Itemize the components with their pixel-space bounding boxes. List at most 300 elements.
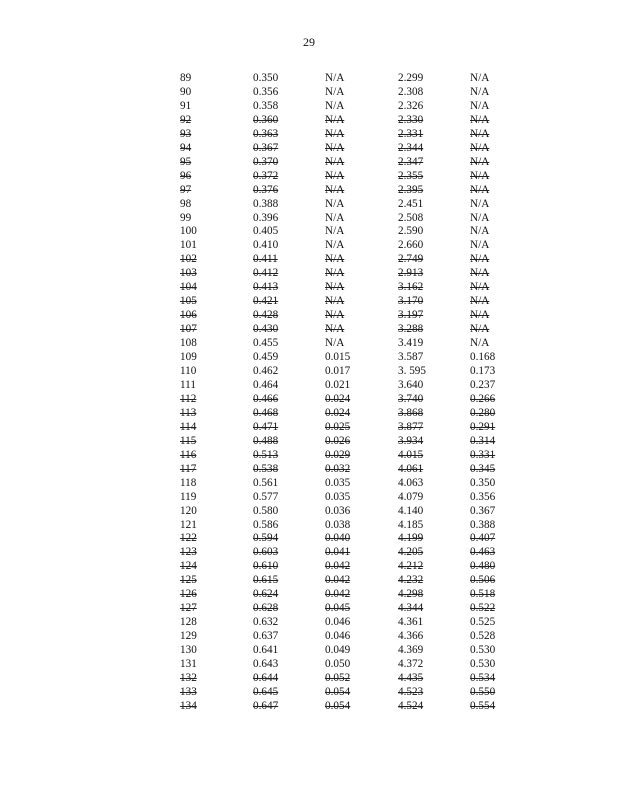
row-index-cell [180, 672, 253, 686]
row-index-cell [180, 351, 253, 365]
value-c-cell [398, 156, 470, 170]
value-d-cell [470, 463, 510, 477]
value-a-cell [253, 435, 325, 449]
table-row [180, 477, 510, 491]
value-a-cell [253, 463, 325, 477]
cell-text: 0.528 [470, 630, 496, 643]
cell-text: 0.396 [253, 211, 279, 224]
row-index-cell [180, 574, 253, 588]
value-c-cell [398, 546, 470, 560]
cell-text: 102 [180, 253, 197, 266]
row-index-cell [180, 142, 253, 156]
value-d-cell [470, 212, 510, 226]
cell-text: 0.168 [470, 351, 496, 364]
value-b-cell [325, 393, 398, 407]
cell-text: 2.326 [398, 99, 424, 112]
cell-text: 0.367 [470, 504, 496, 517]
cell-text: N/A [325, 183, 345, 196]
cell-text: 0.513 [253, 448, 279, 461]
value-c-cell [398, 267, 470, 281]
table-row [180, 170, 510, 184]
value-c-cell [398, 407, 470, 421]
value-a-cell [253, 156, 325, 170]
cell-text: 0.040 [325, 532, 351, 545]
cell-text: N/A [470, 72, 490, 84]
cell-text: 0.052 [325, 671, 351, 684]
table-row [180, 449, 510, 463]
cell-text: 123 [180, 546, 197, 559]
table-row [180, 365, 510, 379]
cell-text: 131 [180, 658, 197, 671]
value-c-cell [398, 239, 470, 253]
row-index-cell [180, 449, 253, 463]
table-row [180, 323, 510, 337]
cell-text: 128 [180, 616, 197, 629]
cell-text: 0.046 [325, 630, 351, 643]
value-d-cell [470, 128, 510, 142]
cell-text: N/A [325, 309, 345, 322]
cell-text: 113 [180, 406, 197, 419]
row-index-cell [180, 239, 253, 253]
cell-text: N/A [470, 113, 490, 126]
cell-text: 0.421 [253, 295, 279, 308]
value-c-cell [398, 281, 470, 295]
value-d-cell [470, 435, 510, 449]
row-index-cell [180, 267, 253, 281]
table-row [180, 491, 510, 505]
cell-text: 0.647 [253, 699, 279, 712]
cell-text: 0.035 [325, 490, 351, 503]
cell-text: 4.015 [398, 448, 424, 461]
table-row [180, 407, 510, 421]
cell-text: 129 [180, 630, 197, 643]
value-b-cell [325, 491, 398, 505]
cell-text: 0.603 [253, 546, 279, 559]
cell-text: N/A [325, 337, 345, 350]
value-b-cell [325, 463, 398, 477]
cell-text: 0.314 [470, 434, 496, 447]
table-body [180, 72, 510, 714]
value-a-cell [253, 365, 325, 379]
cell-text: 105 [180, 295, 197, 308]
row-index-cell [180, 658, 253, 672]
value-c-cell [398, 658, 470, 672]
table-row [180, 532, 510, 546]
value-d-cell [470, 142, 510, 156]
cell-text: 0.367 [253, 141, 279, 154]
table-row [180, 267, 510, 281]
value-a-cell [253, 658, 325, 672]
value-a-cell [253, 379, 325, 393]
value-b-cell [325, 267, 398, 281]
row-index-cell [180, 72, 253, 86]
value-c-cell [398, 128, 470, 142]
value-a-cell [253, 323, 325, 337]
value-b-cell [325, 86, 398, 100]
cell-text: N/A [325, 295, 345, 308]
cell-text: 2.508 [398, 211, 424, 224]
cell-text: N/A [470, 141, 490, 154]
cell-text: N/A [470, 253, 490, 266]
cell-text: 0.021 [325, 378, 351, 391]
cell-text: 0.530 [470, 658, 496, 671]
cell-text: 0.024 [325, 392, 351, 405]
cell-text: 0.376 [253, 183, 279, 196]
cell-text: 4.369 [398, 644, 424, 657]
cell-text: 0.388 [253, 197, 279, 210]
table-row [180, 351, 510, 365]
row-index-cell [180, 100, 253, 114]
cell-text: 0.554 [470, 699, 496, 712]
value-d-cell [470, 86, 510, 100]
cell-text: 0.610 [253, 560, 279, 573]
cell-text: N/A [325, 267, 345, 280]
cell-text: 116 [180, 448, 197, 461]
value-a-cell [253, 253, 325, 267]
table-row [180, 435, 510, 449]
cell-text: 112 [180, 392, 197, 405]
table-row [180, 100, 510, 114]
cell-text: 0.641 [253, 644, 279, 657]
cell-text: 0.430 [253, 323, 279, 336]
value-b-cell [325, 658, 398, 672]
value-a-cell [253, 239, 325, 253]
value-b-cell [325, 170, 398, 184]
cell-text: N/A [470, 281, 490, 294]
row-index-cell [180, 379, 253, 393]
cell-text: N/A [325, 281, 345, 294]
table-row [180, 630, 510, 644]
cell-text: 4.366 [398, 630, 424, 643]
value-a-cell [253, 295, 325, 309]
cell-text: 0.410 [253, 239, 279, 252]
cell-text: 0.645 [253, 685, 279, 698]
cell-text: N/A [470, 323, 490, 336]
cell-text: 0.388 [470, 518, 496, 531]
value-c-cell [398, 700, 470, 714]
value-a-cell [253, 100, 325, 114]
table-row [180, 421, 510, 435]
value-b-cell [325, 184, 398, 198]
cell-text: 0.035 [325, 476, 351, 489]
cell-text: 95 [180, 155, 192, 168]
value-b-cell [325, 323, 398, 337]
value-d-cell [470, 156, 510, 170]
cell-text: 0.468 [253, 406, 279, 419]
row-index-cell [180, 532, 253, 546]
value-c-cell [398, 295, 470, 309]
cell-text: N/A [325, 323, 345, 336]
row-index-cell [180, 435, 253, 449]
table-row [180, 239, 510, 253]
value-c-cell [398, 532, 470, 546]
value-b-cell [325, 337, 398, 351]
cell-text: N/A [470, 169, 490, 182]
cell-text: 0.577 [253, 490, 279, 503]
table-row [180, 672, 510, 686]
value-b-cell [325, 477, 398, 491]
cell-text: 0.464 [253, 378, 279, 391]
cell-text: 3.162 [398, 281, 424, 294]
row-index-cell [180, 630, 253, 644]
value-a-cell [253, 281, 325, 295]
cell-text: 132 [180, 671, 197, 684]
table-row [180, 560, 510, 574]
value-a-cell [253, 519, 325, 533]
cell-text: 0.530 [470, 644, 496, 657]
cell-text: 133 [180, 685, 197, 698]
cell-text: 107 [180, 323, 197, 336]
cell-text: N/A [325, 141, 345, 154]
cell-text: 3.419 [398, 337, 424, 350]
cell-text: 125 [180, 574, 197, 587]
value-a-cell [253, 142, 325, 156]
table-row [180, 574, 510, 588]
value-c-cell [398, 309, 470, 323]
cell-text: 4.079 [398, 490, 424, 503]
value-a-cell [253, 588, 325, 602]
value-b-cell [325, 198, 398, 212]
row-index-cell [180, 212, 253, 226]
value-a-cell [253, 672, 325, 686]
value-d-cell [470, 267, 510, 281]
value-c-cell [398, 142, 470, 156]
value-d-cell [470, 686, 510, 700]
cell-text: N/A [325, 85, 345, 98]
value-a-cell [253, 449, 325, 463]
cell-text: 0.643 [253, 658, 279, 671]
row-index-cell [180, 156, 253, 170]
cell-text: 103 [180, 267, 197, 280]
row-index-cell [180, 198, 253, 212]
cell-text: 0.042 [325, 560, 351, 573]
cell-text: N/A [470, 295, 490, 308]
cell-text: 0.024 [325, 406, 351, 419]
table-row [180, 588, 510, 602]
row-index-cell [180, 295, 253, 309]
row-index-cell [180, 505, 253, 519]
value-c-cell [398, 630, 470, 644]
value-a-cell [253, 421, 325, 435]
cell-text: 0.471 [253, 420, 279, 433]
value-c-cell [398, 323, 470, 337]
cell-text: 4.061 [398, 462, 424, 475]
cell-text: 114 [180, 420, 197, 433]
cell-text: 119 [180, 490, 197, 503]
cell-text: 0.632 [253, 616, 279, 629]
cell-text: N/A [470, 85, 490, 98]
value-d-cell [470, 114, 510, 128]
cell-text: 0.525 [470, 616, 496, 629]
value-a-cell [253, 114, 325, 128]
cell-text: 0.280 [470, 406, 496, 419]
value-b-cell [325, 239, 398, 253]
cell-text: 134 [180, 699, 197, 712]
table-row [180, 505, 510, 519]
cell-text: 96 [180, 169, 192, 182]
cell-text: 0.356 [470, 490, 496, 503]
value-d-cell [470, 309, 510, 323]
row-index-cell [180, 686, 253, 700]
cell-text: 0.580 [253, 504, 279, 517]
cell-text: 4.344 [398, 602, 424, 615]
value-d-cell [470, 546, 510, 560]
cell-text: N/A [325, 99, 345, 112]
cell-text: 0.360 [253, 113, 279, 126]
value-b-cell [325, 449, 398, 463]
cell-text: N/A [470, 225, 490, 238]
value-a-cell [253, 407, 325, 421]
value-c-cell [398, 435, 470, 449]
value-c-cell [398, 351, 470, 365]
value-b-cell [325, 295, 398, 309]
cell-text: N/A [470, 197, 490, 210]
value-a-cell [253, 393, 325, 407]
value-a-cell [253, 546, 325, 560]
cell-text: 4.524 [398, 699, 424, 712]
value-c-cell [398, 477, 470, 491]
value-d-cell [470, 295, 510, 309]
table-row [180, 253, 510, 267]
cell-text: N/A [470, 183, 490, 196]
table-row [180, 281, 510, 295]
cell-text: 3.288 [398, 323, 424, 336]
cell-text: 0.412 [253, 267, 279, 280]
cell-text: 2.355 [398, 169, 424, 182]
value-c-cell [398, 491, 470, 505]
cell-text: 98 [180, 197, 192, 210]
row-index-cell [180, 114, 253, 128]
value-d-cell [470, 616, 510, 630]
cell-text: 122 [180, 532, 197, 545]
cell-text: 0.042 [325, 588, 351, 601]
cell-text: 0.488 [253, 434, 279, 447]
value-d-cell [470, 505, 510, 519]
value-d-cell [470, 100, 510, 114]
row-index-cell [180, 128, 253, 142]
value-d-cell [470, 519, 510, 533]
table-row [180, 142, 510, 156]
cell-text: 0.356 [253, 85, 279, 98]
value-b-cell [325, 519, 398, 533]
value-d-cell [470, 421, 510, 435]
cell-text: 3.877 [398, 420, 424, 433]
cell-text: 4.435 [398, 671, 424, 684]
cell-text: 0.428 [253, 309, 279, 322]
cell-text: 4.199 [398, 532, 424, 545]
cell-text: N/A [325, 169, 345, 182]
cell-text: 0.350 [253, 72, 279, 84]
value-b-cell [325, 644, 398, 658]
cell-text: 2.660 [398, 239, 424, 252]
cell-text: 0.522 [470, 602, 496, 615]
row-index-cell [180, 560, 253, 574]
cell-text: 90 [180, 85, 192, 98]
value-c-cell [398, 198, 470, 212]
cell-text: 0.550 [470, 685, 496, 698]
cell-text: 0.054 [325, 699, 351, 712]
cell-text: 0.032 [325, 462, 351, 475]
value-b-cell [325, 351, 398, 365]
row-index-cell [180, 463, 253, 477]
cell-text: 0.331 [470, 448, 496, 461]
cell-text: 0.518 [470, 588, 496, 601]
table-row [180, 602, 510, 616]
cell-text: 2.451 [398, 197, 424, 210]
value-b-cell [325, 700, 398, 714]
value-c-cell [398, 337, 470, 351]
cell-text: 3.740 [398, 392, 424, 405]
cell-text: 0.045 [325, 602, 351, 615]
cell-text: 124 [180, 560, 197, 573]
cell-text: N/A [470, 211, 490, 224]
value-b-cell [325, 421, 398, 435]
cell-text: 0.534 [470, 671, 496, 684]
value-b-cell [325, 407, 398, 421]
value-c-cell [398, 519, 470, 533]
value-a-cell [253, 309, 325, 323]
cell-text: 0.615 [253, 574, 279, 587]
cell-text: 92 [180, 113, 192, 126]
value-b-cell [325, 253, 398, 267]
table-row [180, 309, 510, 323]
cell-text: 0.624 [253, 588, 279, 601]
value-d-cell [470, 644, 510, 658]
value-a-cell [253, 337, 325, 351]
cell-text: 127 [180, 602, 197, 615]
cell-text: 104 [180, 281, 197, 294]
value-d-cell [470, 253, 510, 267]
cell-text: N/A [470, 267, 490, 280]
value-b-cell [325, 100, 398, 114]
cell-text: 0.041 [325, 546, 351, 559]
cell-text: 0.480 [470, 560, 496, 573]
value-a-cell [253, 700, 325, 714]
row-index-cell [180, 281, 253, 295]
row-index-cell [180, 323, 253, 337]
value-c-cell [398, 393, 470, 407]
row-index-cell [180, 602, 253, 616]
cell-text: 3.640 [398, 378, 424, 391]
page-number: 29 [303, 35, 315, 49]
table-row [180, 86, 510, 100]
table-row [180, 225, 510, 239]
cell-text: 0.036 [325, 504, 351, 517]
table-row [180, 295, 510, 309]
value-d-cell [470, 198, 510, 212]
table-row [180, 658, 510, 672]
cell-text: 0.345 [470, 462, 496, 475]
value-d-cell [470, 602, 510, 616]
value-b-cell [325, 225, 398, 239]
table-row [180, 212, 510, 226]
cell-text: 0.538 [253, 462, 279, 475]
cell-text: 0.358 [253, 99, 279, 112]
value-c-cell [398, 560, 470, 574]
value-d-cell [470, 239, 510, 253]
cell-text: 3.197 [398, 309, 424, 322]
value-a-cell [253, 212, 325, 226]
value-d-cell [470, 351, 510, 365]
cell-text: 0.266 [470, 392, 496, 405]
row-index-cell [180, 184, 253, 198]
value-b-cell [325, 379, 398, 393]
value-a-cell [253, 198, 325, 212]
value-b-cell [325, 128, 398, 142]
cell-text: 4.361 [398, 616, 424, 629]
value-c-cell [398, 463, 470, 477]
value-d-cell [470, 170, 510, 184]
